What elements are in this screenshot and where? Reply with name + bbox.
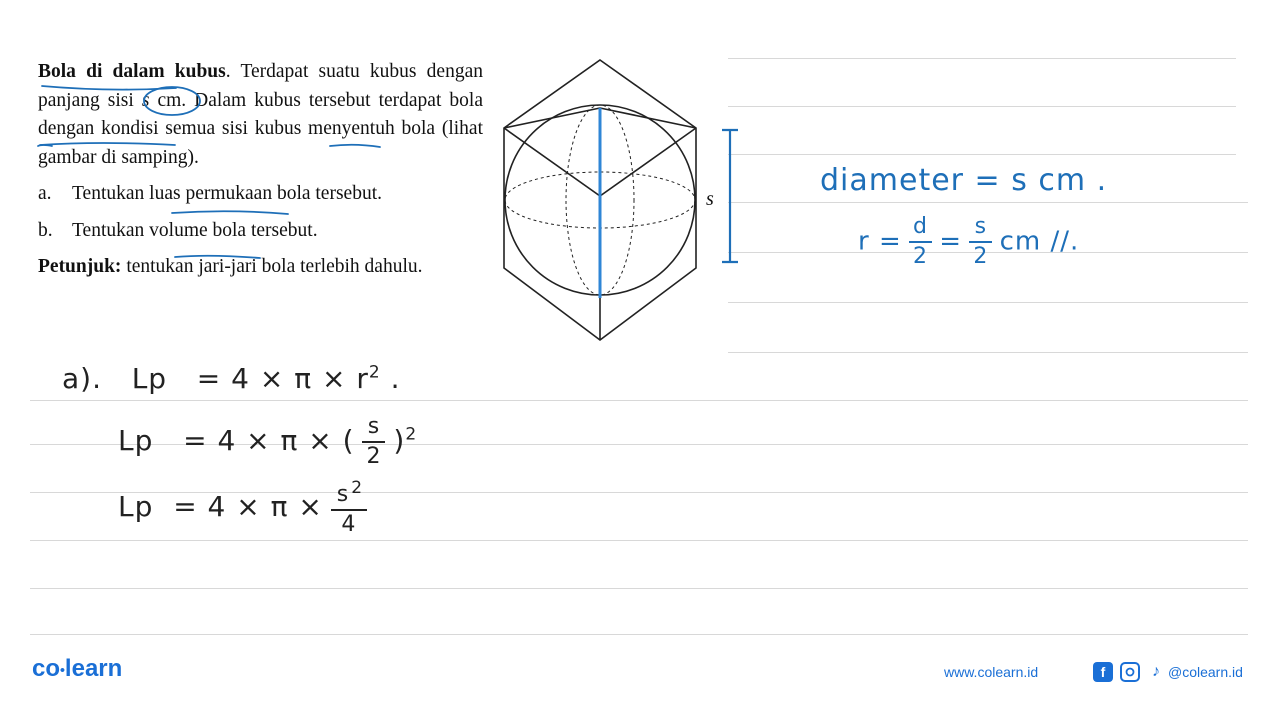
ruled-line [728, 302, 1248, 303]
problem-title: Bola di dalam kubus [38, 61, 226, 82]
work-fraction-s2: $\frac{s}{2}$ [364, 416, 383, 468]
tiktok-icon[interactable]: ♪ [1152, 663, 1160, 680]
work-line-3: Lp = 4 × π × $\frac{s ^2}{4}$ [118, 480, 365, 536]
ruled-line [30, 540, 1248, 541]
ruled-line [728, 202, 1248, 203]
note-diameter: diameter = s cm . [820, 163, 1108, 198]
side-bracket [718, 126, 748, 266]
question-a: a. Tentukan luas permukaan bola tersebut. [38, 183, 382, 204]
website-link[interactable]: www.colearn.id [944, 664, 1039, 680]
question-b: b. Tentukan volume bola tersebut. [38, 219, 318, 241]
facebook-icon[interactable]: f [1093, 662, 1113, 682]
social-handle[interactable]: @colearn.id [1168, 664, 1243, 680]
hint: Petunjuk: tentukan jari-jari bola terlebih dahulu. [38, 256, 423, 277]
logo-dot-icon: • [60, 661, 65, 678]
ruled-line [30, 400, 1248, 401]
note-radius: r = $\frac{d}{2}$ = $\frac{s}{2}$ cm //. [858, 214, 1080, 269]
ruled-line [728, 58, 1236, 59]
problem-intro: Bola di dalam kubus. Terdapat suatu kubus dengan panjang sisi s cm. Dalam kubus tersebut terdapat bola dengan kondisi semua sisi kubus menyentuh bola (lihat gambar di samping). [38, 61, 483, 168]
ruled-line [728, 154, 1236, 155]
ruled-line [30, 588, 1248, 589]
work-line-1: a). Lp = $4 \times \pi \times r^2$ . [62, 362, 401, 395]
cube-sphere-figure [470, 50, 730, 350]
colearn-logo: co•learn [32, 655, 123, 682]
ruled-line [30, 634, 1248, 635]
radius-fraction-s2: $\frac{s}{2}$ [971, 216, 990, 268]
radius-fraction-d2: $\frac{d}{2}$ [911, 216, 930, 268]
side-label: s [706, 188, 714, 210]
ruled-line [728, 106, 1236, 107]
problem-statement [38, 58, 483, 282]
work-fraction-s2-4: $\frac{s ^2}{4}$ [333, 480, 365, 536]
instagram-icon[interactable] [1120, 662, 1140, 682]
side-variable: s [141, 89, 150, 111]
ruled-line [728, 352, 1248, 353]
work-line-2: Lp = 4 × π × ( $\frac{s}{2}$ )$^2$ [118, 414, 418, 469]
